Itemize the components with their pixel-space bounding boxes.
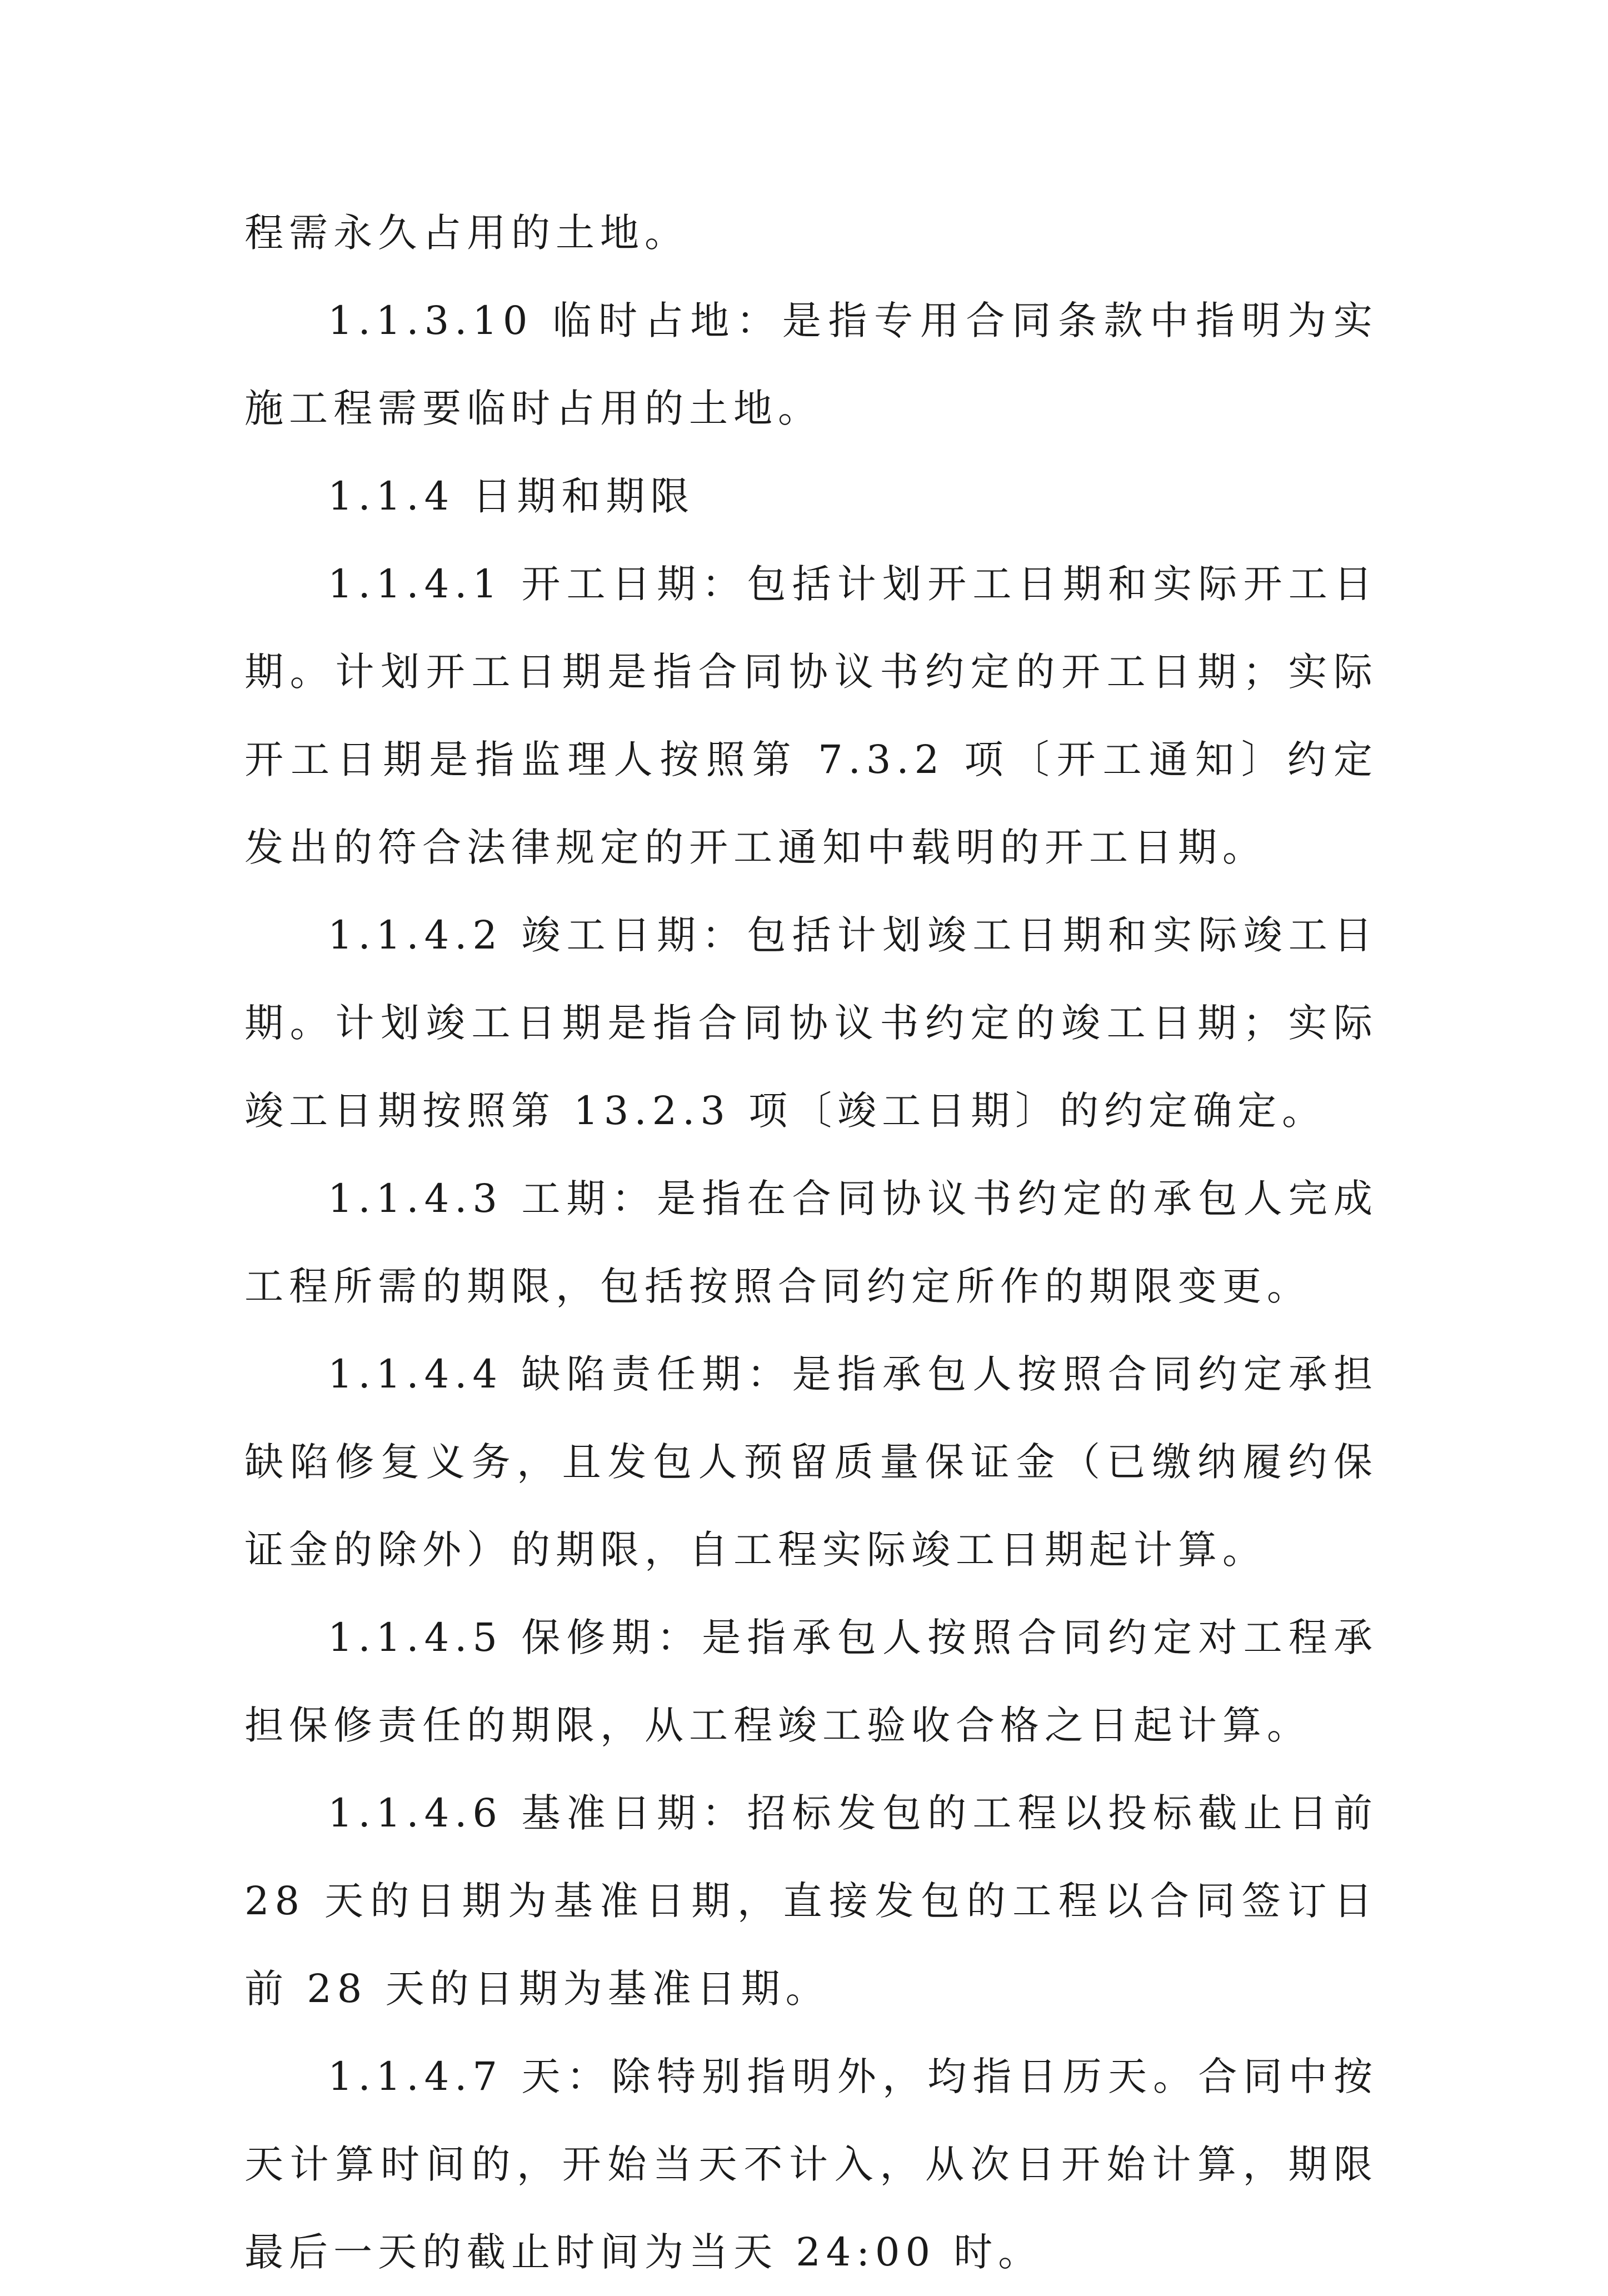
paragraph-1-1-4-1: 1.1.4.1 开工日期：包括计划开工日期和实际开工日期。计划开工日期是指合同协议书约定的开工日期；实际开工日期是指监理人按照第 7.3.2 项〔开工通知〕约定发出的符合法律规定的开工通知中载明的开工日期。 bbox=[244, 561, 1378, 870]
paragraph-continuation: 程需永久占用的土地。 bbox=[244, 210, 689, 256]
paragraph-1-1-4-3: 1.1.4.3 工期：是指在合同协议书约定的承包人完成工程所需的期限，包括按照合同约定所作的期限变更。 bbox=[244, 1176, 1378, 1309]
paragraph-1-1-3-10: 1.1.3.10 临时占地：是指专用合同条款中指明为实施工程需要临时占用的土地。 bbox=[244, 298, 1378, 431]
paragraph-1-1-4-6: 1.1.4.6 基准日期：招标发包的工程以投标截止日前 28 天的日期为基准日期，直接发包的工程以合同签订日前 28 天的日期为基准日期。 bbox=[244, 1790, 1378, 2012]
section-heading-1-1-4: 1.1.4 日期和期限 bbox=[328, 473, 695, 519]
paragraph-1-1-4-4: 1.1.4.4 缺陷责任期：是指承包人按照合同约定承担缺陷修复义务，且发包人预留质量保证金（已缴纳履约保证金的除外）的期限，自工程实际竣工日期起计算。 bbox=[244, 1351, 1378, 1573]
paragraph-1-1-4-5: 1.1.4.5 保修期：是指承包人按照合同约定对工程承担保修责任的期限，从工程竣工验收合格之日起计算。 bbox=[244, 1615, 1378, 1748]
document-body bbox=[244, 189, 1378, 2296]
paragraph-1-1-4-7: 1.1.4.7 天：除特别指明外，均指日历天。合同中按天计算时间的，开始当天不计入，从次日开始计算，期限最后一天的截止时间为当天 24:00 时。 bbox=[244, 2054, 1378, 2275]
paragraph-1-1-4-2: 1.1.4.2 竣工日期：包括计划竣工日期和实际竣工日期。计划竣工日期是指合同协议书约定的竣工日期；实际竣工日期按照第 13.2.3 项〔竣工日期〕的约定确定。 bbox=[244, 912, 1378, 1134]
